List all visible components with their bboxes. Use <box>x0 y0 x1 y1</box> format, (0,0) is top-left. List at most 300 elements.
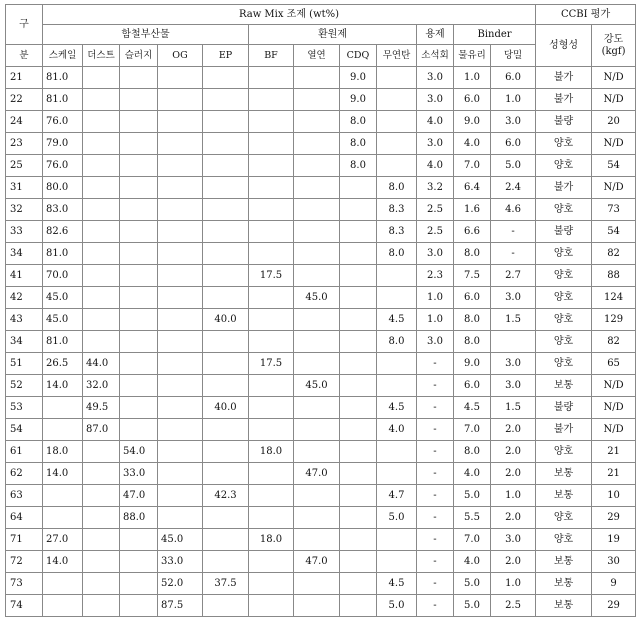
table-cell: 8.0 <box>377 331 417 353</box>
table-cell: 20 <box>592 111 636 133</box>
table-cell: 45.0 <box>158 529 203 551</box>
table-cell <box>249 221 294 243</box>
table-cell: 49.5 <box>83 397 120 419</box>
table-cell: 33.0 <box>120 463 158 485</box>
table-cell <box>377 463 417 485</box>
table-cell <box>43 595 83 617</box>
table-cell <box>249 243 294 265</box>
table-cell <box>203 265 249 287</box>
table-cell: 87.0 <box>83 419 120 441</box>
table-cell <box>83 67 120 89</box>
table-cell: 27.0 <box>43 529 83 551</box>
table-row <box>6 221 636 243</box>
table-cell <box>377 155 417 177</box>
table-cell <box>377 441 417 463</box>
table-cell <box>83 243 120 265</box>
table-cell <box>120 265 158 287</box>
table-cell <box>120 287 158 309</box>
table-cell <box>294 111 340 133</box>
table-cell: 44.0 <box>83 353 120 375</box>
table-row <box>6 89 636 111</box>
table-cell <box>294 309 340 331</box>
table-cell: 2.0 <box>491 463 536 485</box>
table-cell: 1.0 <box>417 287 454 309</box>
table-cell <box>340 331 377 353</box>
table-cell <box>249 133 294 155</box>
table-cell: 2.5 <box>417 199 454 221</box>
table-cell: 3.0 <box>417 243 454 265</box>
col-header: 소석회 <box>417 45 454 67</box>
table-cell <box>158 441 203 463</box>
table-cell: 양호 <box>536 507 592 529</box>
table-cell: 8.3 <box>377 199 417 221</box>
table-cell <box>158 133 203 155</box>
table-cell: 5.0 <box>377 507 417 529</box>
table-cell: 45.0 <box>43 309 83 331</box>
row-id-cell: 22 <box>6 89 43 111</box>
table-cell <box>158 265 203 287</box>
table-cell: 3.0 <box>491 111 536 133</box>
table-cell: 2.0 <box>491 419 536 441</box>
table-cell <box>120 529 158 551</box>
table-cell: 불가 <box>536 419 592 441</box>
table-cell <box>340 419 377 441</box>
table-cell <box>294 419 340 441</box>
table-cell <box>249 155 294 177</box>
table-cell: N/D <box>592 133 636 155</box>
reductant-header: 환원제 <box>249 25 417 45</box>
table-cell <box>83 199 120 221</box>
table-cell <box>158 199 203 221</box>
table-cell <box>120 243 158 265</box>
table-cell: 불가 <box>536 67 592 89</box>
col-header: 스케일 <box>43 45 83 67</box>
table-cell: 4.5 <box>454 397 491 419</box>
table-cell <box>158 309 203 331</box>
table-cell: 81.0 <box>43 89 83 111</box>
table-cell: 5.0 <box>454 573 491 595</box>
table-cell: 80.0 <box>43 177 83 199</box>
table-cell <box>203 133 249 155</box>
table-cell: 21 <box>592 463 636 485</box>
table-cell: - <box>417 507 454 529</box>
table-cell: 9 <box>592 573 636 595</box>
table-cell <box>203 551 249 573</box>
ccbi-header: CCBI 평가 <box>536 5 636 25</box>
table-cell: 45.0 <box>294 375 340 397</box>
table-cell: 87.5 <box>158 595 203 617</box>
col-header: 물유리 <box>454 45 491 67</box>
table-cell: 4.0 <box>417 111 454 133</box>
table-cell: 129 <box>592 309 636 331</box>
table-cell: - <box>417 595 454 617</box>
table-cell: 4.0 <box>454 551 491 573</box>
table-cell: 8.3 <box>377 221 417 243</box>
table-cell: 4.0 <box>454 133 491 155</box>
table-cell: 9.0 <box>454 111 491 133</box>
table-cell: 9.0 <box>340 89 377 111</box>
table-cell <box>158 155 203 177</box>
table-cell <box>203 441 249 463</box>
row-id-cell: 74 <box>6 595 43 617</box>
table-cell: 3.0 <box>491 287 536 309</box>
table-cell <box>203 375 249 397</box>
table-cell: N/D <box>592 419 636 441</box>
table-row <box>6 507 636 529</box>
table-row <box>6 287 636 309</box>
table-row <box>6 265 636 287</box>
table-row <box>6 441 636 463</box>
table-row <box>6 331 636 353</box>
table-cell: 1.6 <box>454 199 491 221</box>
table-cell: 5.0 <box>454 595 491 617</box>
table-cell <box>377 287 417 309</box>
table-cell: 8.0 <box>377 177 417 199</box>
table-cell: 52.0 <box>158 573 203 595</box>
table-cell: 76.0 <box>43 155 83 177</box>
table-row <box>6 309 636 331</box>
table-cell <box>294 441 340 463</box>
table-cell <box>120 353 158 375</box>
table-cell <box>294 133 340 155</box>
table-row <box>6 111 636 133</box>
table-cell <box>158 177 203 199</box>
table-cell: 47.0 <box>294 463 340 485</box>
table-cell <box>249 485 294 507</box>
table-cell <box>120 155 158 177</box>
table-cell: 6.0 <box>454 375 491 397</box>
table-cell <box>340 551 377 573</box>
table-cell <box>249 67 294 89</box>
table-cell <box>294 199 340 221</box>
table-cell: 3.2 <box>417 177 454 199</box>
formability-header: 성형성 <box>536 25 592 67</box>
table-cell: 45.0 <box>43 287 83 309</box>
gu-header-top: 구 <box>6 5 43 45</box>
table-cell <box>158 353 203 375</box>
table-cell <box>158 485 203 507</box>
table-cell <box>158 287 203 309</box>
table-cell <box>294 573 340 595</box>
table-cell: 6.6 <box>454 221 491 243</box>
table-row <box>6 463 636 485</box>
table-cell <box>120 89 158 111</box>
table-cell <box>158 463 203 485</box>
table-cell: 양호 <box>536 287 592 309</box>
col-header: CDQ <box>340 45 377 67</box>
table-cell <box>491 331 536 353</box>
table-cell: 8.0 <box>340 111 377 133</box>
table-cell <box>249 507 294 529</box>
table-cell: 불가 <box>536 89 592 111</box>
table-cell: 1.5 <box>491 397 536 419</box>
table-cell <box>340 441 377 463</box>
flux-header: 용제 <box>417 25 454 45</box>
table-cell: 82 <box>592 243 636 265</box>
table-cell: 5.5 <box>454 507 491 529</box>
table-cell <box>203 287 249 309</box>
table-cell <box>340 463 377 485</box>
table-cell <box>43 507 83 529</box>
table-cell: 3.0 <box>417 331 454 353</box>
table-cell <box>158 221 203 243</box>
table-cell: - <box>417 441 454 463</box>
table-cell <box>83 595 120 617</box>
table-cell: 2.4 <box>491 177 536 199</box>
table-cell: 4.7 <box>377 485 417 507</box>
table-cell: 7.0 <box>454 529 491 551</box>
table-cell: 양호 <box>536 243 592 265</box>
table-cell <box>294 265 340 287</box>
table-cell: 47.0 <box>120 485 158 507</box>
table-cell: 1.0 <box>454 67 491 89</box>
table-cell: - <box>417 463 454 485</box>
table-cell <box>158 67 203 89</box>
table-cell <box>203 199 249 221</box>
table-cell: 2.3 <box>417 265 454 287</box>
table-cell <box>294 397 340 419</box>
table-cell <box>294 529 340 551</box>
table-row <box>6 243 636 265</box>
table-cell <box>377 375 417 397</box>
table-cell <box>120 177 158 199</box>
table-cell <box>249 287 294 309</box>
table-cell: 6.0 <box>454 89 491 111</box>
table-cell <box>120 331 158 353</box>
table-cell: 30 <box>592 551 636 573</box>
table-cell <box>120 595 158 617</box>
table-cell <box>83 89 120 111</box>
table-cell: 29 <box>592 507 636 529</box>
table-cell <box>158 419 203 441</box>
table-cell: 불가 <box>536 177 592 199</box>
table-cell <box>249 595 294 617</box>
row-id-cell: 62 <box>6 463 43 485</box>
table-cell <box>249 111 294 133</box>
table-cell <box>43 485 83 507</box>
table-cell <box>203 419 249 441</box>
table-cell: 4.0 <box>417 155 454 177</box>
table-cell: 26.5 <box>43 353 83 375</box>
table-cell: 9.0 <box>454 353 491 375</box>
row-id-cell: 23 <box>6 133 43 155</box>
table-body <box>6 67 636 617</box>
table-cell <box>377 111 417 133</box>
table-cell <box>249 177 294 199</box>
row-id-cell: 33 <box>6 221 43 243</box>
table-cell: 70.0 <box>43 265 83 287</box>
table-cell: 3.0 <box>417 89 454 111</box>
table-cell: 42.3 <box>203 485 249 507</box>
table-cell: 2.7 <box>491 265 536 287</box>
row-id-cell: 21 <box>6 67 43 89</box>
table-cell: 3.0 <box>491 353 536 375</box>
table-cell: - <box>417 485 454 507</box>
table-row <box>6 419 636 441</box>
table-cell <box>377 529 417 551</box>
table-cell <box>340 375 377 397</box>
table-cell: 5.0 <box>491 155 536 177</box>
table-cell: 3.0 <box>491 529 536 551</box>
table-cell: 14.0 <box>43 463 83 485</box>
row-id-cell: 43 <box>6 309 43 331</box>
table-cell: 1.0 <box>491 89 536 111</box>
table-cell: 3.0 <box>417 67 454 89</box>
table-cell <box>294 353 340 375</box>
row-id-cell: 34 <box>6 243 43 265</box>
raw-mix-header: Raw Mix 조제 (wt%) <box>43 5 536 25</box>
table-row <box>6 397 636 419</box>
table-cell: 5.0 <box>377 595 417 617</box>
table-cell: N/D <box>592 177 636 199</box>
table-cell <box>120 551 158 573</box>
table-cell: 21 <box>592 441 636 463</box>
table-cell <box>120 573 158 595</box>
table-cell: - <box>491 221 536 243</box>
table-cell <box>340 199 377 221</box>
table-row <box>6 551 636 573</box>
table-cell <box>294 177 340 199</box>
table-cell: 8.0 <box>377 243 417 265</box>
table-cell <box>340 397 377 419</box>
table-cell: 2.0 <box>491 507 536 529</box>
table-cell: 6.0 <box>491 133 536 155</box>
table-cell: 79.0 <box>43 133 83 155</box>
table-cell: 40.0 <box>203 309 249 331</box>
col-header: 슬러지 <box>120 45 158 67</box>
table-cell: 4.5 <box>377 397 417 419</box>
table-cell <box>43 419 83 441</box>
table-cell: 81.0 <box>43 243 83 265</box>
table-cell: 83.0 <box>43 199 83 221</box>
row-id-cell: 53 <box>6 397 43 419</box>
col-header: 무연탄 <box>377 45 417 67</box>
byproducts-header: 함철부산물 <box>43 25 249 45</box>
table-cell <box>249 397 294 419</box>
table-cell: 1.0 <box>491 485 536 507</box>
table-cell: 8.0 <box>340 133 377 155</box>
table-cell <box>377 353 417 375</box>
table-cell: 17.5 <box>249 353 294 375</box>
row-id-cell: 42 <box>6 287 43 309</box>
table-cell <box>340 309 377 331</box>
table-cell: - <box>417 375 454 397</box>
col-header: EP <box>203 45 249 67</box>
table-cell <box>249 551 294 573</box>
table-cell: - <box>417 529 454 551</box>
table-cell: 5.0 <box>454 485 491 507</box>
table-cell: 2.0 <box>491 551 536 573</box>
table-cell: 불량 <box>536 111 592 133</box>
table-cell <box>249 419 294 441</box>
table-cell: - <box>417 419 454 441</box>
table-cell <box>203 595 249 617</box>
table-cell: 76.0 <box>43 111 83 133</box>
binder-header: Binder <box>454 25 536 45</box>
table-cell: 3.0 <box>417 133 454 155</box>
table-cell: 88 <box>592 265 636 287</box>
table-cell <box>249 199 294 221</box>
table-cell: N/D <box>592 89 636 111</box>
row-id-cell: 51 <box>6 353 43 375</box>
table-cell <box>83 331 120 353</box>
table-cell <box>249 331 294 353</box>
table-cell: 6.0 <box>491 67 536 89</box>
table-cell: 40.0 <box>203 397 249 419</box>
table-cell: 8.0 <box>454 309 491 331</box>
table-cell: 124 <box>592 287 636 309</box>
table-cell: 32.0 <box>83 375 120 397</box>
table-cell <box>43 397 83 419</box>
strength-header: 강도 (kgf) <box>592 25 636 67</box>
table-cell: 88.0 <box>120 507 158 529</box>
table-cell <box>294 485 340 507</box>
table-cell: 54 <box>592 221 636 243</box>
table-cell <box>83 287 120 309</box>
table-cell: 4.5 <box>377 573 417 595</box>
table-cell <box>249 463 294 485</box>
table-row <box>6 573 636 595</box>
table-cell <box>377 551 417 573</box>
table-cell: 보통 <box>536 463 592 485</box>
table-cell: 보통 <box>536 573 592 595</box>
table-cell: 54 <box>592 155 636 177</box>
table-row <box>6 375 636 397</box>
row-id-cell: 64 <box>6 507 43 529</box>
table-cell <box>340 485 377 507</box>
table-row <box>6 199 636 221</box>
table-cell <box>158 89 203 111</box>
row-id-cell: 73 <box>6 573 43 595</box>
table-cell <box>120 199 158 221</box>
table-cell <box>158 375 203 397</box>
table-cell: 18.0 <box>249 441 294 463</box>
table-cell: 8.0 <box>454 441 491 463</box>
table-cell <box>120 375 158 397</box>
table-cell: 1.5 <box>491 309 536 331</box>
table-cell <box>158 243 203 265</box>
table-cell <box>83 111 120 133</box>
table-cell: 9.0 <box>340 67 377 89</box>
table-cell <box>83 221 120 243</box>
table-row <box>6 177 636 199</box>
raw-mix-table <box>5 4 636 617</box>
row-id-cell: 31 <box>6 177 43 199</box>
row-id-cell: 61 <box>6 441 43 463</box>
table-cell <box>340 265 377 287</box>
table-cell <box>294 221 340 243</box>
table-cell: 14.0 <box>43 551 83 573</box>
table-cell <box>120 397 158 419</box>
table-cell: 81.0 <box>43 331 83 353</box>
table-cell: 양호 <box>536 265 592 287</box>
table-cell <box>83 441 120 463</box>
table-cell <box>83 309 120 331</box>
table-cell <box>249 89 294 111</box>
table-cell <box>203 463 249 485</box>
table-cell <box>83 573 120 595</box>
table-cell <box>203 67 249 89</box>
table-cell: - <box>417 397 454 419</box>
table-cell <box>120 309 158 331</box>
col-header: 더스트 <box>83 45 120 67</box>
table-cell: 73 <box>592 199 636 221</box>
table-cell <box>203 155 249 177</box>
table-cell: 33.0 <box>158 551 203 573</box>
table-cell <box>340 287 377 309</box>
table-cell: 불량 <box>536 397 592 419</box>
table-cell: 10 <box>592 485 636 507</box>
